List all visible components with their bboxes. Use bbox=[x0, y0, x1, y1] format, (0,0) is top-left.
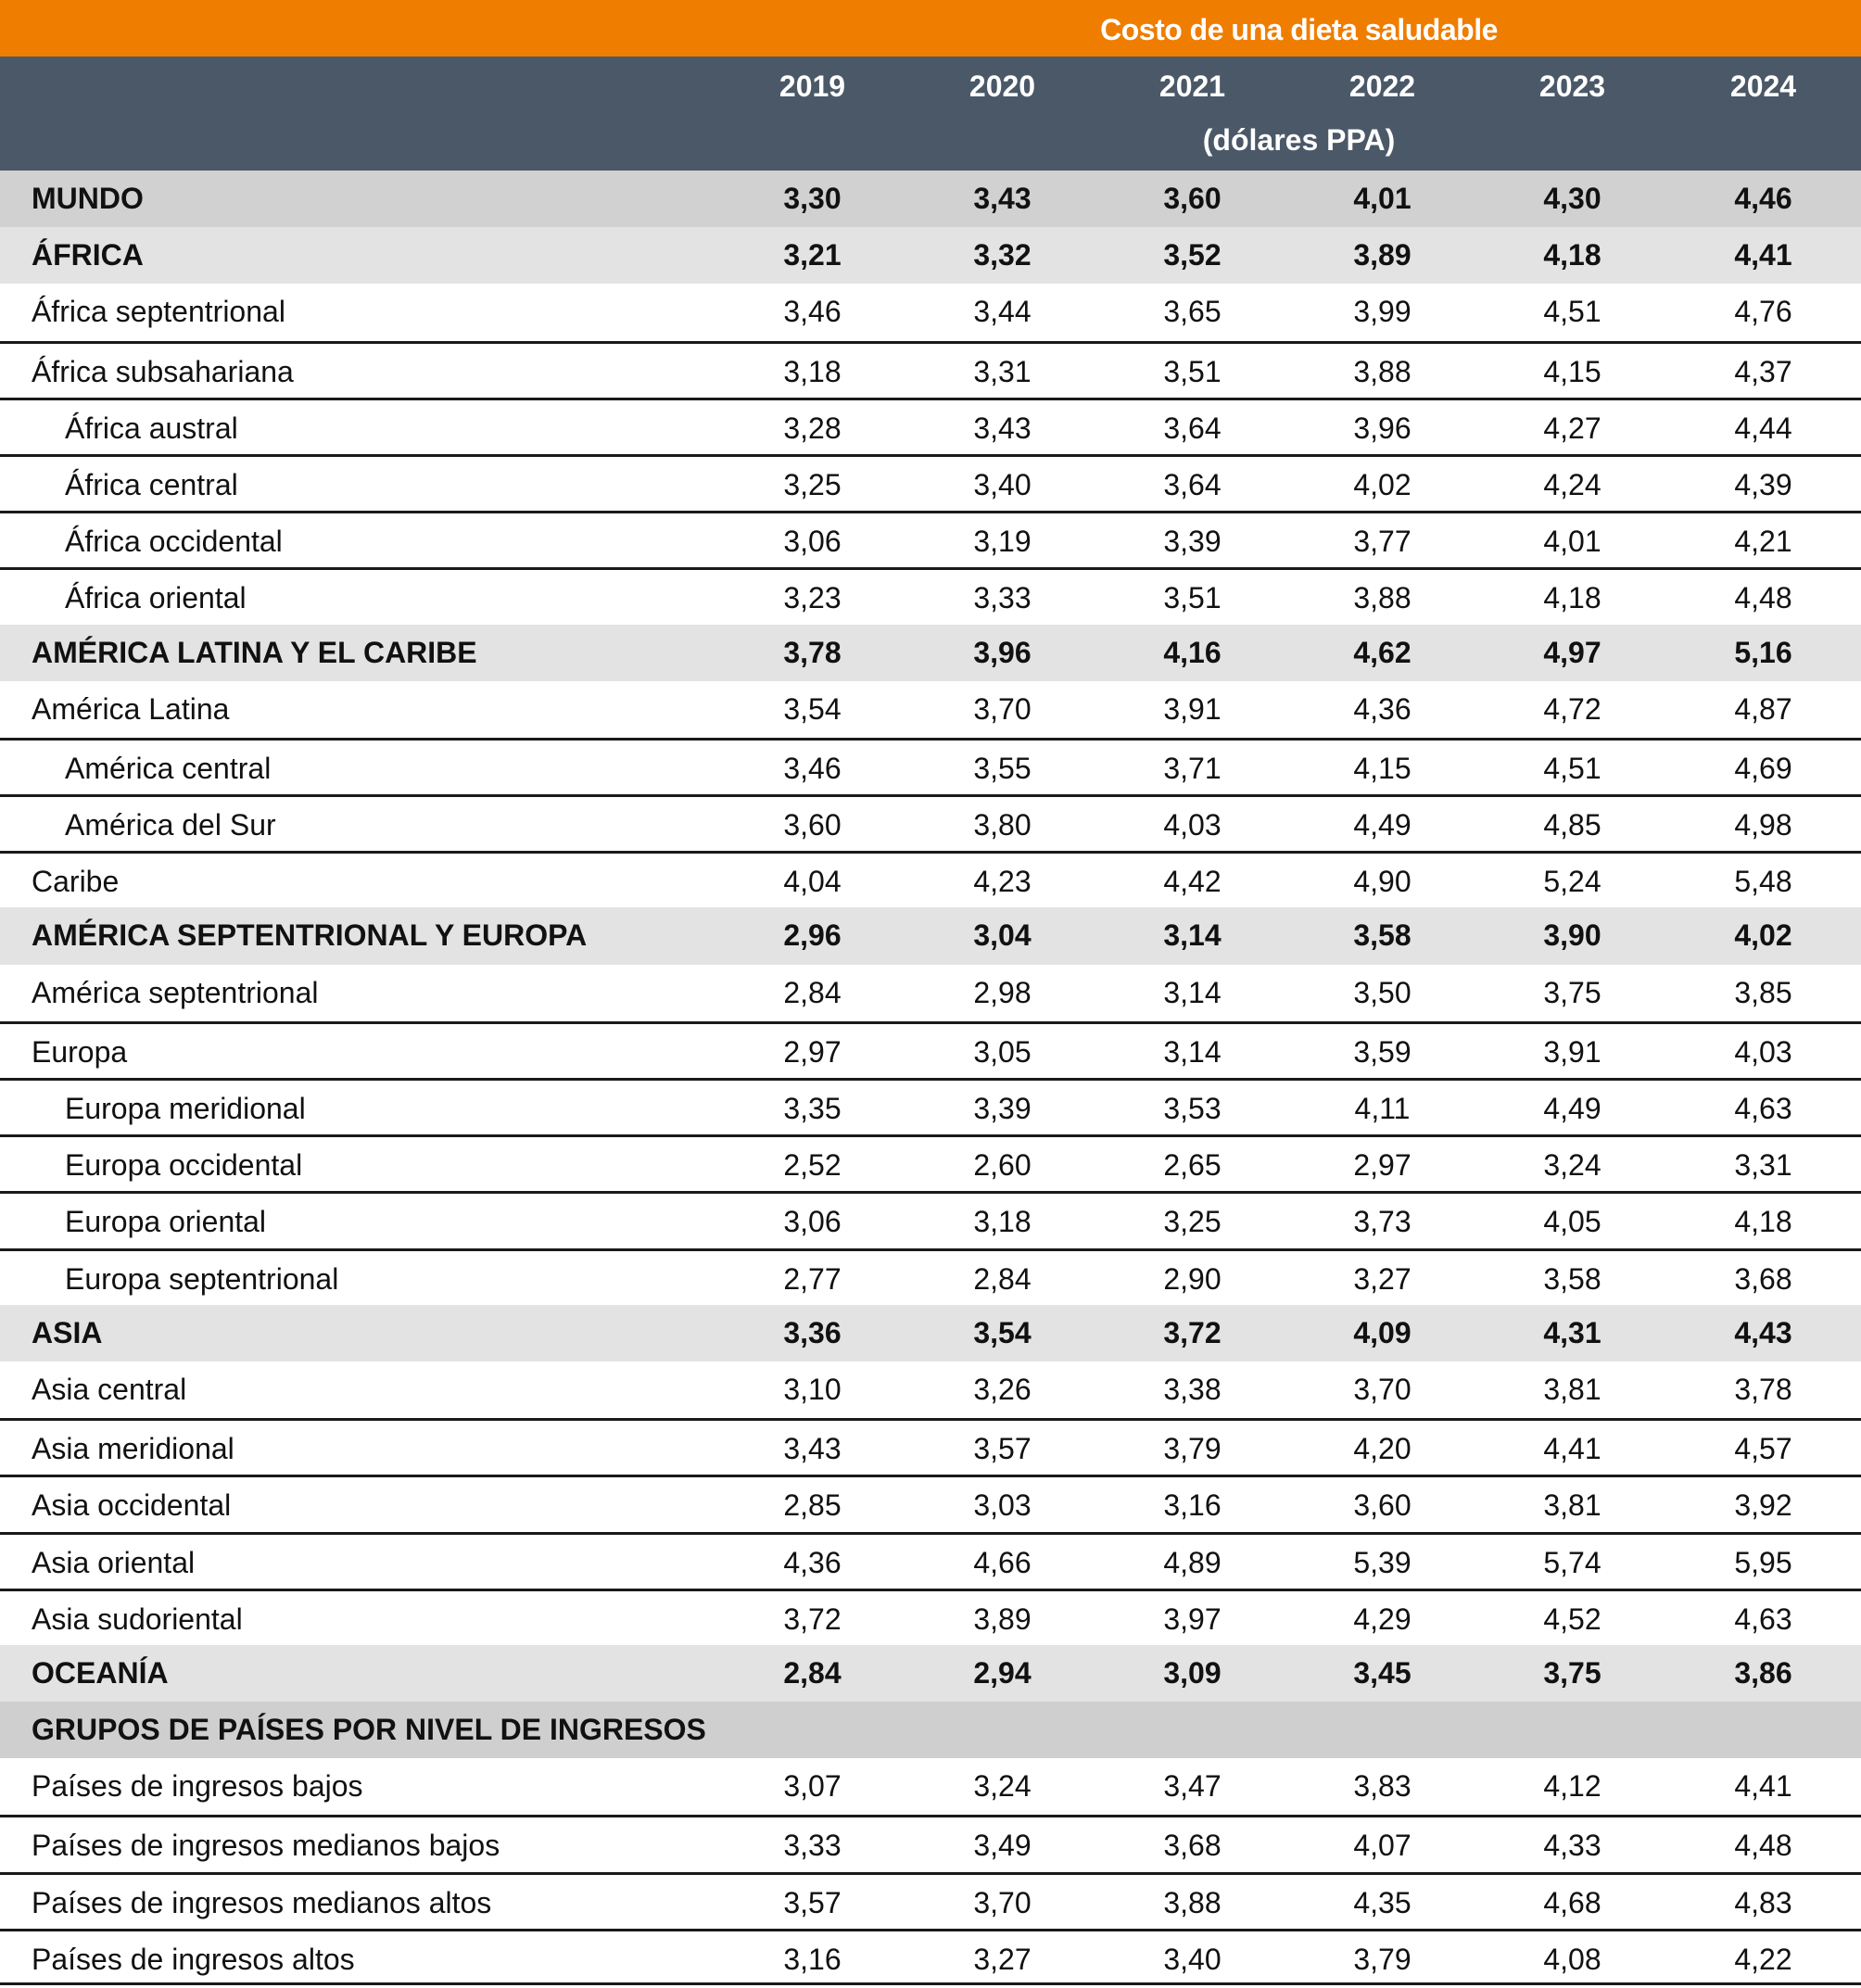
cell-value: 3,81 bbox=[1543, 1488, 1601, 1523]
cell-value: 3,54 bbox=[973, 1315, 1032, 1349]
row-label: ASIA bbox=[32, 1315, 103, 1349]
column-header-year: 2023 bbox=[1538, 70, 1606, 103]
cell-value: 3,26 bbox=[973, 1372, 1032, 1406]
cell-value: 3,86 bbox=[1734, 1655, 1792, 1690]
row-label: Asia central bbox=[32, 1372, 187, 1406]
column-header-year: 2020 bbox=[968, 70, 1036, 103]
cell-value: 3,46 bbox=[783, 295, 842, 329]
cell-value: 3,14 bbox=[1163, 1034, 1222, 1069]
cell-value: 3,05 bbox=[973, 1034, 1032, 1069]
cell-value: 3,28 bbox=[783, 411, 842, 445]
cell-value: 2,96 bbox=[783, 918, 842, 953]
cell-value: 3,73 bbox=[1353, 1205, 1412, 1239]
cell-value: 3,97 bbox=[1163, 1602, 1222, 1636]
cell-value: 4,37 bbox=[1734, 354, 1792, 388]
cell-value: 4,48 bbox=[1734, 581, 1792, 615]
table-row bbox=[0, 738, 1861, 794]
cell-value: 3,38 bbox=[1163, 1372, 1222, 1406]
cell-value: 3,27 bbox=[1353, 1261, 1412, 1296]
cell-value: 4,90 bbox=[1353, 865, 1412, 899]
cell-value: 4,02 bbox=[1734, 918, 1792, 953]
row-label: Europa meridional bbox=[65, 1092, 306, 1125]
table-row bbox=[0, 1532, 1861, 1589]
cell-value: 4,03 bbox=[1163, 808, 1222, 842]
cell-value: 4,97 bbox=[1543, 635, 1601, 669]
table-row bbox=[0, 681, 1861, 738]
table-row bbox=[0, 851, 1861, 907]
cell-value: 3,96 bbox=[973, 635, 1032, 669]
row-label: Países de ingresos altos bbox=[32, 1942, 355, 1976]
row-label: África occidental bbox=[65, 525, 283, 559]
cell-value: 3,70 bbox=[1353, 1372, 1412, 1406]
cell-value: 3,78 bbox=[1734, 1372, 1792, 1406]
cell-value: 2,98 bbox=[973, 975, 1032, 1009]
cell-value: 4,23 bbox=[973, 865, 1032, 899]
cell-value: 4,46 bbox=[1734, 182, 1792, 215]
table-title-bar bbox=[0, 0, 1861, 57]
cell-value: 4,85 bbox=[1543, 808, 1601, 842]
cell-value: 3,58 bbox=[1353, 918, 1412, 953]
unit-label: (dólares PPA) bbox=[1202, 123, 1396, 157]
cell-value: 4,22 bbox=[1734, 1942, 1792, 1976]
cell-value: 3,70 bbox=[973, 1885, 1032, 1919]
cell-value: 3,55 bbox=[973, 751, 1032, 785]
cell-value: 3,70 bbox=[973, 691, 1032, 726]
cell-value: 2,77 bbox=[783, 1261, 842, 1296]
cell-value: 3,65 bbox=[1163, 295, 1222, 329]
row-label: AMÉRICA SEPTENTRIONAL Y EUROPA bbox=[32, 918, 588, 953]
cell-value: 4,20 bbox=[1353, 1432, 1412, 1466]
cell-value: 3,54 bbox=[783, 691, 842, 726]
column-header-year: 2021 bbox=[1158, 70, 1226, 103]
table-body bbox=[0, 171, 1861, 1985]
cell-value: 3,53 bbox=[1163, 1092, 1222, 1125]
cell-value: 3,96 bbox=[1353, 411, 1412, 445]
column-header-year: 2022 bbox=[1348, 70, 1416, 103]
cell-value: 4,01 bbox=[1543, 525, 1601, 559]
row-label: Asia oriental bbox=[32, 1545, 196, 1579]
cell-value: 3,10 bbox=[783, 1372, 842, 1406]
row-label: MUNDO bbox=[32, 182, 144, 215]
cell-value: 3,88 bbox=[1353, 581, 1412, 615]
row-label: África subsahariana bbox=[32, 354, 294, 388]
cell-value: 3,51 bbox=[1163, 581, 1222, 615]
cell-value: 3,25 bbox=[1163, 1205, 1222, 1239]
cell-value: 5,24 bbox=[1543, 865, 1601, 899]
cell-value: 3,18 bbox=[973, 1205, 1032, 1239]
cell-value: 3,31 bbox=[1734, 1148, 1792, 1183]
cell-value: 5,95 bbox=[1734, 1545, 1792, 1579]
cell-value: 4,42 bbox=[1163, 865, 1222, 899]
cell-value: 4,35 bbox=[1353, 1885, 1412, 1919]
cell-value: 3,24 bbox=[1543, 1148, 1601, 1183]
cell-value: 3,33 bbox=[783, 1829, 842, 1863]
cell-value: 4,68 bbox=[1543, 1885, 1601, 1919]
row-label: América septentrional bbox=[32, 975, 319, 1009]
table-row-region bbox=[0, 1645, 1861, 1702]
row-label: Caribe bbox=[32, 865, 120, 899]
cell-value: 3,16 bbox=[783, 1942, 842, 1976]
cell-value: 4,07 bbox=[1353, 1829, 1412, 1863]
column-header-year: 2024 bbox=[1729, 70, 1797, 103]
table-row bbox=[0, 511, 1861, 567]
cell-value: 4,11 bbox=[1354, 1092, 1411, 1125]
cell-value: 4,41 bbox=[1734, 1769, 1792, 1804]
cell-value: 3,78 bbox=[783, 635, 842, 669]
cell-value: 3,39 bbox=[1163, 525, 1222, 559]
cell-value: 3,88 bbox=[1353, 354, 1412, 388]
cell-value: 4,87 bbox=[1734, 691, 1792, 726]
cell-value: 3,39 bbox=[973, 1092, 1032, 1125]
cell-value: 4,98 bbox=[1734, 808, 1792, 842]
table-row-group-header bbox=[0, 1702, 1861, 1758]
cell-value: 4,16 bbox=[1163, 635, 1222, 669]
cell-value: 3,40 bbox=[1163, 1942, 1222, 1976]
cell-value: 3,09 bbox=[1163, 1655, 1222, 1690]
cell-value: 3,92 bbox=[1734, 1488, 1792, 1523]
cell-value: 4,24 bbox=[1543, 467, 1601, 501]
cell-value: 3,23 bbox=[783, 581, 842, 615]
row-label: OCEANÍA bbox=[32, 1655, 169, 1690]
row-label: Países de ingresos medianos altos bbox=[32, 1885, 492, 1919]
cell-value: 3,57 bbox=[783, 1885, 842, 1919]
row-label: África oriental bbox=[65, 581, 247, 615]
cell-value: 2,65 bbox=[1163, 1148, 1222, 1183]
cell-value: 3,79 bbox=[1353, 1942, 1412, 1976]
cell-value: 3,91 bbox=[1543, 1034, 1601, 1069]
row-label: GRUPOS DE PAÍSES POR NIVEL DE INGRESOS bbox=[32, 1713, 706, 1747]
cell-value: 3,06 bbox=[783, 1205, 842, 1239]
table-row bbox=[0, 1078, 1861, 1134]
table-row bbox=[0, 1475, 1861, 1531]
cell-value: 3,80 bbox=[973, 808, 1032, 842]
cell-value: 4,05 bbox=[1543, 1205, 1601, 1239]
table-row bbox=[0, 1191, 1861, 1247]
cell-value: 4,27 bbox=[1543, 411, 1601, 445]
cell-value: 3,60 bbox=[1353, 1488, 1412, 1523]
table-row bbox=[0, 1872, 1861, 1929]
cell-value: 3,50 bbox=[1353, 975, 1412, 1009]
table-row bbox=[0, 1929, 1861, 1985]
cell-value: 3,49 bbox=[973, 1829, 1032, 1863]
cell-value: 4,15 bbox=[1353, 751, 1412, 785]
table-row bbox=[0, 1418, 1861, 1475]
table-row bbox=[0, 1134, 1861, 1191]
row-label: América central bbox=[65, 751, 272, 785]
row-label: ÁFRICA bbox=[32, 238, 144, 272]
cell-value: 3,83 bbox=[1353, 1769, 1412, 1804]
table-row bbox=[0, 1021, 1861, 1078]
cell-value: 3,68 bbox=[1734, 1261, 1792, 1296]
cell-value: 4,66 bbox=[973, 1545, 1032, 1579]
table-row-region bbox=[0, 171, 1861, 227]
cell-value: 4,44 bbox=[1734, 411, 1792, 445]
cell-value: 4,63 bbox=[1734, 1092, 1792, 1125]
cell-value: 4,18 bbox=[1543, 238, 1601, 272]
cell-value: 5,39 bbox=[1353, 1545, 1412, 1579]
cell-value: 3,14 bbox=[1163, 975, 1222, 1009]
cell-value: 3,44 bbox=[973, 295, 1032, 329]
cell-value: 4,41 bbox=[1734, 238, 1792, 272]
cell-value: 4,12 bbox=[1543, 1769, 1601, 1804]
table-row bbox=[0, 965, 1861, 1021]
cell-value: 4,89 bbox=[1163, 1545, 1222, 1579]
row-label: Asia sudoriental bbox=[32, 1602, 243, 1636]
cell-value: 3,75 bbox=[1543, 1655, 1601, 1690]
cell-value: 3,46 bbox=[783, 751, 842, 785]
row-label: Europa septentrional bbox=[65, 1261, 339, 1296]
cell-value: 2,84 bbox=[783, 975, 842, 1009]
row-label: América Latina bbox=[32, 691, 230, 726]
cell-value: 3,04 bbox=[973, 918, 1032, 953]
cell-value: 5,16 bbox=[1734, 635, 1792, 669]
cell-value: 4,02 bbox=[1353, 467, 1412, 501]
cell-value: 2,84 bbox=[783, 1655, 842, 1690]
cell-value: 3,64 bbox=[1163, 467, 1222, 501]
cell-value: 4,33 bbox=[1543, 1829, 1601, 1863]
cell-value: 3,16 bbox=[1163, 1488, 1222, 1523]
table-row-region bbox=[0, 1305, 1861, 1361]
cell-value: 3,68 bbox=[1163, 1829, 1222, 1863]
row-label: Europa occidental bbox=[65, 1148, 303, 1183]
cell-value: 3,19 bbox=[973, 525, 1032, 559]
cell-value: 4,18 bbox=[1543, 581, 1601, 615]
cell-value: 3,88 bbox=[1163, 1885, 1222, 1919]
table-row bbox=[0, 1361, 1861, 1418]
cell-value: 4,36 bbox=[783, 1545, 842, 1579]
cell-value: 4,08 bbox=[1543, 1942, 1601, 1976]
cell-value: 3,36 bbox=[783, 1315, 842, 1349]
table-row bbox=[0, 1758, 1861, 1815]
cell-value: 2,60 bbox=[973, 1148, 1032, 1183]
table-row bbox=[0, 794, 1861, 851]
cell-value: 4,41 bbox=[1543, 1432, 1601, 1466]
cell-value: 3,18 bbox=[783, 354, 842, 388]
table-row bbox=[0, 1589, 1861, 1645]
cell-value: 4,83 bbox=[1734, 1885, 1792, 1919]
cell-value: 3,27 bbox=[973, 1942, 1032, 1976]
cell-value: 3,45 bbox=[1353, 1655, 1412, 1690]
cell-value: 3,43 bbox=[973, 182, 1032, 215]
cell-value: 3,85 bbox=[1734, 975, 1792, 1009]
cell-value: 3,77 bbox=[1353, 525, 1412, 559]
row-label: África austral bbox=[65, 411, 238, 445]
cell-value: 3,79 bbox=[1163, 1432, 1222, 1466]
cell-value: 4,04 bbox=[783, 865, 842, 899]
cell-value: 4,30 bbox=[1543, 182, 1601, 215]
cell-value: 3,90 bbox=[1543, 918, 1601, 953]
cell-value: 4,01 bbox=[1353, 182, 1412, 215]
cell-value: 4,51 bbox=[1543, 751, 1601, 785]
cell-value: 4,36 bbox=[1353, 691, 1412, 726]
table-row bbox=[0, 567, 1861, 624]
cell-value: 4,15 bbox=[1543, 354, 1601, 388]
cell-value: 2,85 bbox=[783, 1488, 842, 1523]
cell-value: 4,43 bbox=[1734, 1315, 1792, 1349]
cell-value: 3,60 bbox=[1163, 182, 1222, 215]
cell-value: 3,47 bbox=[1163, 1769, 1222, 1804]
row-label: Asia meridional bbox=[32, 1432, 234, 1466]
cell-value: 4,09 bbox=[1353, 1315, 1412, 1349]
cell-value: 3,24 bbox=[973, 1769, 1032, 1804]
cell-value: 3,64 bbox=[1163, 411, 1222, 445]
cell-value: 4,57 bbox=[1734, 1432, 1792, 1466]
cell-value: 3,43 bbox=[973, 411, 1032, 445]
cell-value: 3,51 bbox=[1163, 354, 1222, 388]
cell-value: 4,49 bbox=[1353, 808, 1412, 842]
cell-value: 2,97 bbox=[1353, 1148, 1412, 1183]
row-label: Países de ingresos medianos bajos bbox=[32, 1829, 500, 1863]
row-label: África septentrional bbox=[32, 295, 285, 329]
cell-value: 3,71 bbox=[1163, 751, 1222, 785]
row-label: Asia occidental bbox=[32, 1488, 232, 1523]
cell-value: 4,18 bbox=[1734, 1205, 1792, 1239]
cell-value: 3,72 bbox=[1163, 1315, 1222, 1349]
cell-value: 3,40 bbox=[973, 467, 1032, 501]
cell-value: 3,58 bbox=[1543, 1261, 1601, 1296]
cell-value: 3,07 bbox=[783, 1769, 842, 1804]
cell-value: 4,21 bbox=[1734, 525, 1792, 559]
column-header-year: 2019 bbox=[779, 70, 846, 103]
cell-value: 3,72 bbox=[783, 1602, 842, 1636]
table-row bbox=[0, 1815, 1861, 1871]
cell-value: 4,62 bbox=[1353, 635, 1412, 669]
row-label: Países de ingresos bajos bbox=[32, 1769, 363, 1804]
cell-value: 3,21 bbox=[783, 238, 842, 272]
cell-value: 3,60 bbox=[783, 808, 842, 842]
cell-value: 4,39 bbox=[1734, 467, 1792, 501]
row-label: Europa oriental bbox=[65, 1205, 267, 1239]
table-title: Costo de una dieta saludable bbox=[1100, 13, 1498, 46]
cell-value: 4,63 bbox=[1734, 1602, 1792, 1636]
cell-value: 4,72 bbox=[1543, 691, 1601, 726]
cell-value: 2,90 bbox=[1163, 1261, 1222, 1296]
cell-value: 2,94 bbox=[973, 1655, 1032, 1690]
cell-value: 3,32 bbox=[973, 238, 1032, 272]
row-label: América del Sur bbox=[65, 808, 276, 842]
cell-value: 3,89 bbox=[973, 1602, 1032, 1636]
row-label: África central bbox=[65, 467, 238, 501]
cell-value: 4,31 bbox=[1543, 1315, 1601, 1349]
cell-value: 2,97 bbox=[783, 1034, 842, 1069]
cell-value: 4,76 bbox=[1734, 295, 1792, 329]
cell-value: 3,43 bbox=[783, 1432, 842, 1466]
cell-value: 4,48 bbox=[1734, 1829, 1792, 1863]
table-row bbox=[0, 398, 1861, 454]
cell-value: 2,52 bbox=[783, 1148, 842, 1183]
row-label: AMÉRICA LATINA Y EL CARIBE bbox=[32, 635, 477, 669]
cell-value: 4,51 bbox=[1543, 295, 1601, 329]
cell-value: 3,35 bbox=[783, 1092, 842, 1125]
cell-value: 4,29 bbox=[1353, 1602, 1412, 1636]
cell-value: 3,99 bbox=[1353, 295, 1412, 329]
cell-value: 4,03 bbox=[1734, 1034, 1792, 1069]
cell-value: 4,69 bbox=[1734, 751, 1792, 785]
cell-value: 3,14 bbox=[1163, 918, 1222, 953]
cell-value: 5,48 bbox=[1734, 865, 1792, 899]
cell-value: 5,74 bbox=[1543, 1545, 1601, 1579]
table-row-region bbox=[0, 227, 1861, 284]
table-row bbox=[0, 454, 1861, 511]
cell-value: 3,33 bbox=[973, 581, 1032, 615]
table-row bbox=[0, 1248, 1861, 1305]
cell-value: 3,59 bbox=[1353, 1034, 1412, 1069]
table-header bbox=[0, 57, 1861, 171]
row-label: Europa bbox=[32, 1034, 128, 1069]
cell-value: 4,52 bbox=[1543, 1602, 1601, 1636]
cell-value: 3,81 bbox=[1543, 1372, 1601, 1406]
cell-value: 3,31 bbox=[973, 354, 1032, 388]
cell-value: 3,91 bbox=[1163, 691, 1222, 726]
table-row bbox=[0, 284, 1861, 340]
cell-value: 3,75 bbox=[1543, 975, 1601, 1009]
table-row bbox=[0, 341, 1861, 398]
cell-value: 3,03 bbox=[973, 1488, 1032, 1523]
cell-value: 3,25 bbox=[783, 467, 842, 501]
cell-value: 3,30 bbox=[783, 182, 842, 215]
cell-value: 3,57 bbox=[973, 1432, 1032, 1466]
cell-value: 3,89 bbox=[1353, 238, 1412, 272]
cell-value: 2,84 bbox=[973, 1261, 1032, 1296]
cell-value: 3,52 bbox=[1163, 238, 1222, 272]
table-row-region bbox=[0, 907, 1861, 964]
table-row-region bbox=[0, 625, 1861, 681]
cell-value: 4,49 bbox=[1543, 1092, 1601, 1125]
cell-value: 3,06 bbox=[783, 525, 842, 559]
